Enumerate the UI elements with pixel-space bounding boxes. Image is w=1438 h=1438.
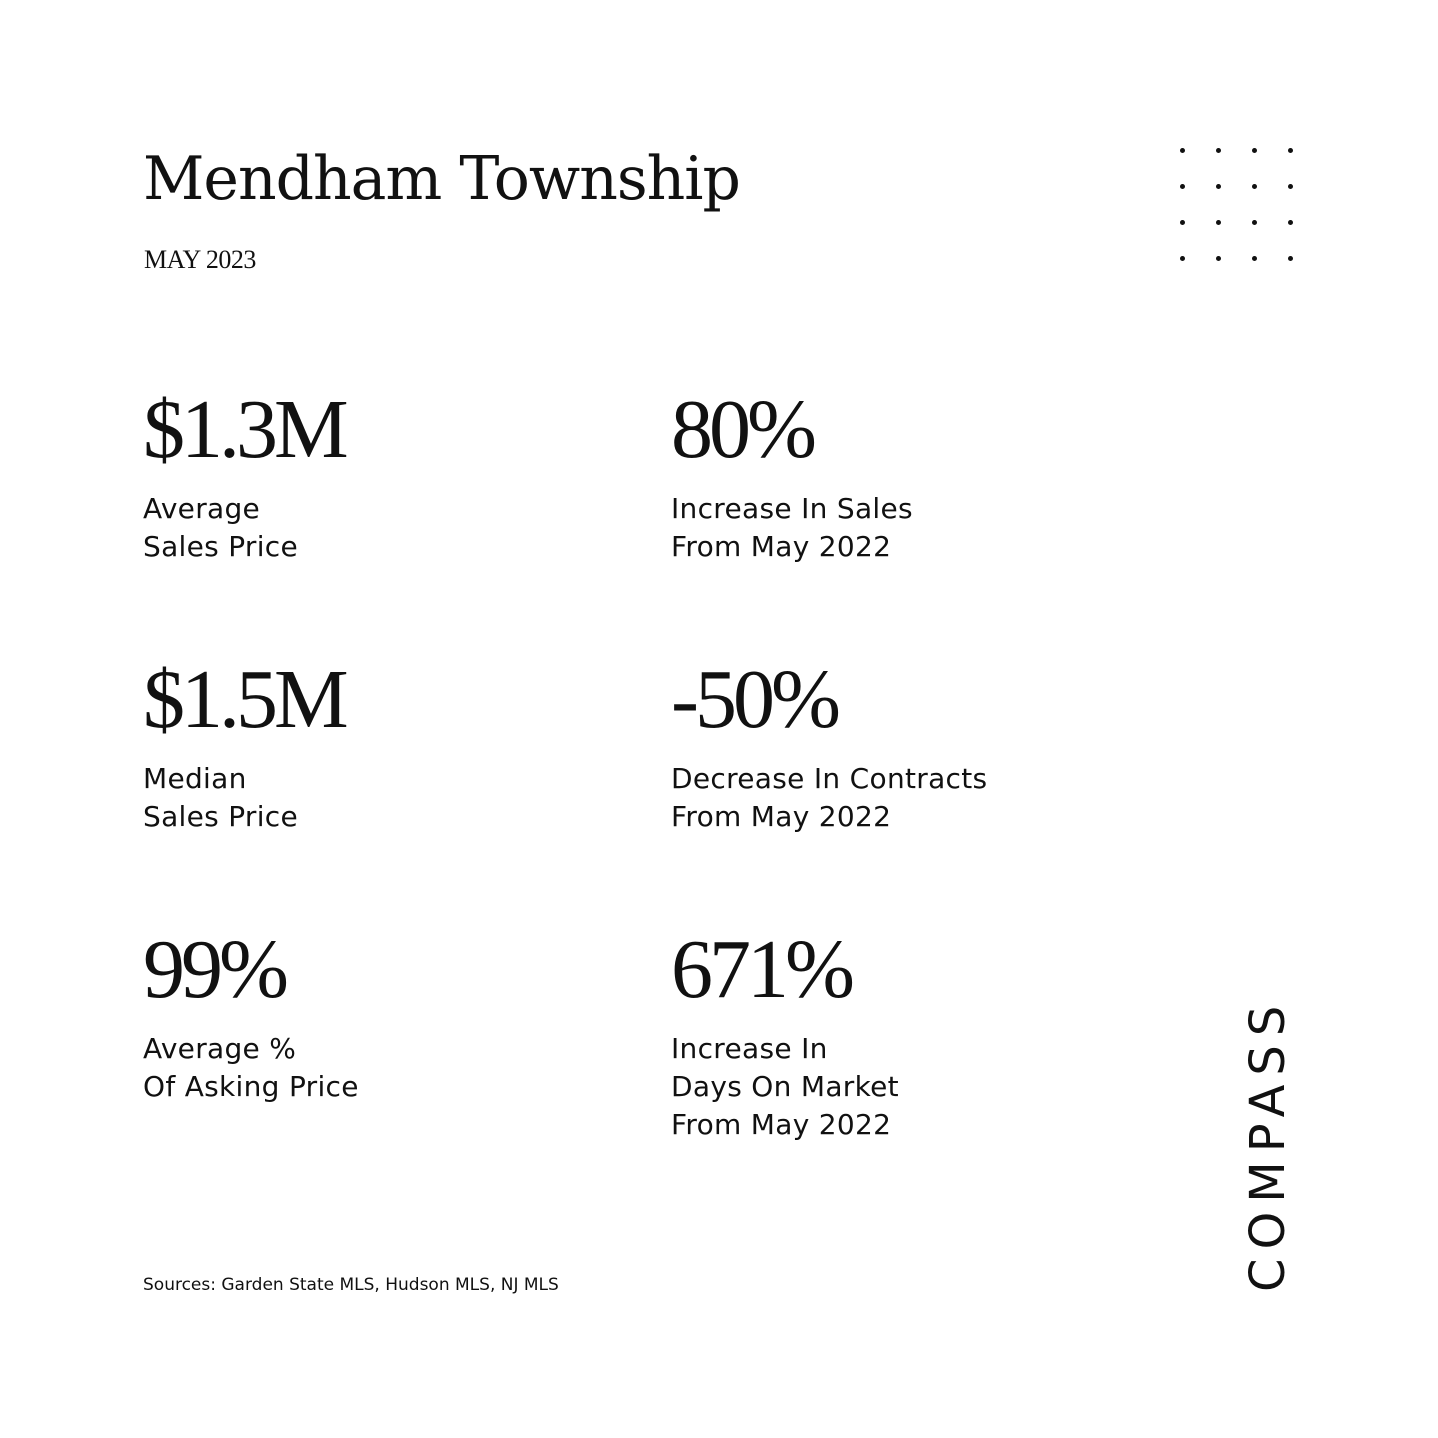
stat-average-percent-of-asking bbox=[143, 923, 359, 1106]
page-title: Mendham Township bbox=[143, 144, 740, 214]
stat-label: Average % Of Asking Price bbox=[143, 1032, 359, 1103]
stat-median-sales-price bbox=[143, 653, 345, 836]
dot bbox=[1216, 148, 1221, 153]
stat-value: 671% bbox=[671, 923, 851, 1016]
dot bbox=[1252, 256, 1257, 261]
stat-value: 99% bbox=[143, 923, 285, 1016]
dot bbox=[1288, 220, 1293, 225]
stat-label: Increase In Days On Market From May 2022 bbox=[671, 1032, 899, 1141]
dot bbox=[1180, 220, 1185, 225]
dot bbox=[1216, 184, 1221, 189]
stat-value: $1.3M bbox=[143, 383, 345, 476]
dot bbox=[1288, 148, 1293, 153]
dot-grid-decoration bbox=[1176, 144, 1300, 268]
dot bbox=[1216, 256, 1221, 261]
dot bbox=[1288, 256, 1293, 261]
stat-value: 80% bbox=[671, 383, 813, 476]
compass-logo: COMPASS bbox=[1240, 996, 1296, 1292]
dot bbox=[1180, 256, 1185, 261]
stat-label: Median Sales Price bbox=[143, 762, 299, 833]
stat-increase-in-sales bbox=[671, 383, 913, 566]
page-subtitle: MAY 2023 bbox=[144, 245, 256, 274]
stat-label: Average Sales Price bbox=[143, 492, 299, 563]
sources-note: Sources: Garden State MLS, Hudson MLS, NJ MLS bbox=[143, 1275, 559, 1295]
stat-increase-in-days-on-market bbox=[671, 923, 899, 1144]
stat-decrease-in-contracts bbox=[671, 653, 988, 836]
stat-average-sales-price bbox=[143, 383, 345, 566]
dot bbox=[1180, 148, 1185, 153]
dot bbox=[1288, 184, 1293, 189]
stat-label: Increase In Sales From May 2022 bbox=[671, 492, 913, 563]
dot bbox=[1252, 220, 1257, 225]
dot bbox=[1216, 220, 1221, 225]
stat-value: -50% bbox=[671, 653, 837, 746]
dot bbox=[1180, 184, 1185, 189]
dot bbox=[1252, 184, 1257, 189]
stat-label: Decrease In Contracts From May 2022 bbox=[671, 762, 988, 833]
dot bbox=[1252, 148, 1257, 153]
stat-value: $1.5M bbox=[143, 653, 345, 746]
